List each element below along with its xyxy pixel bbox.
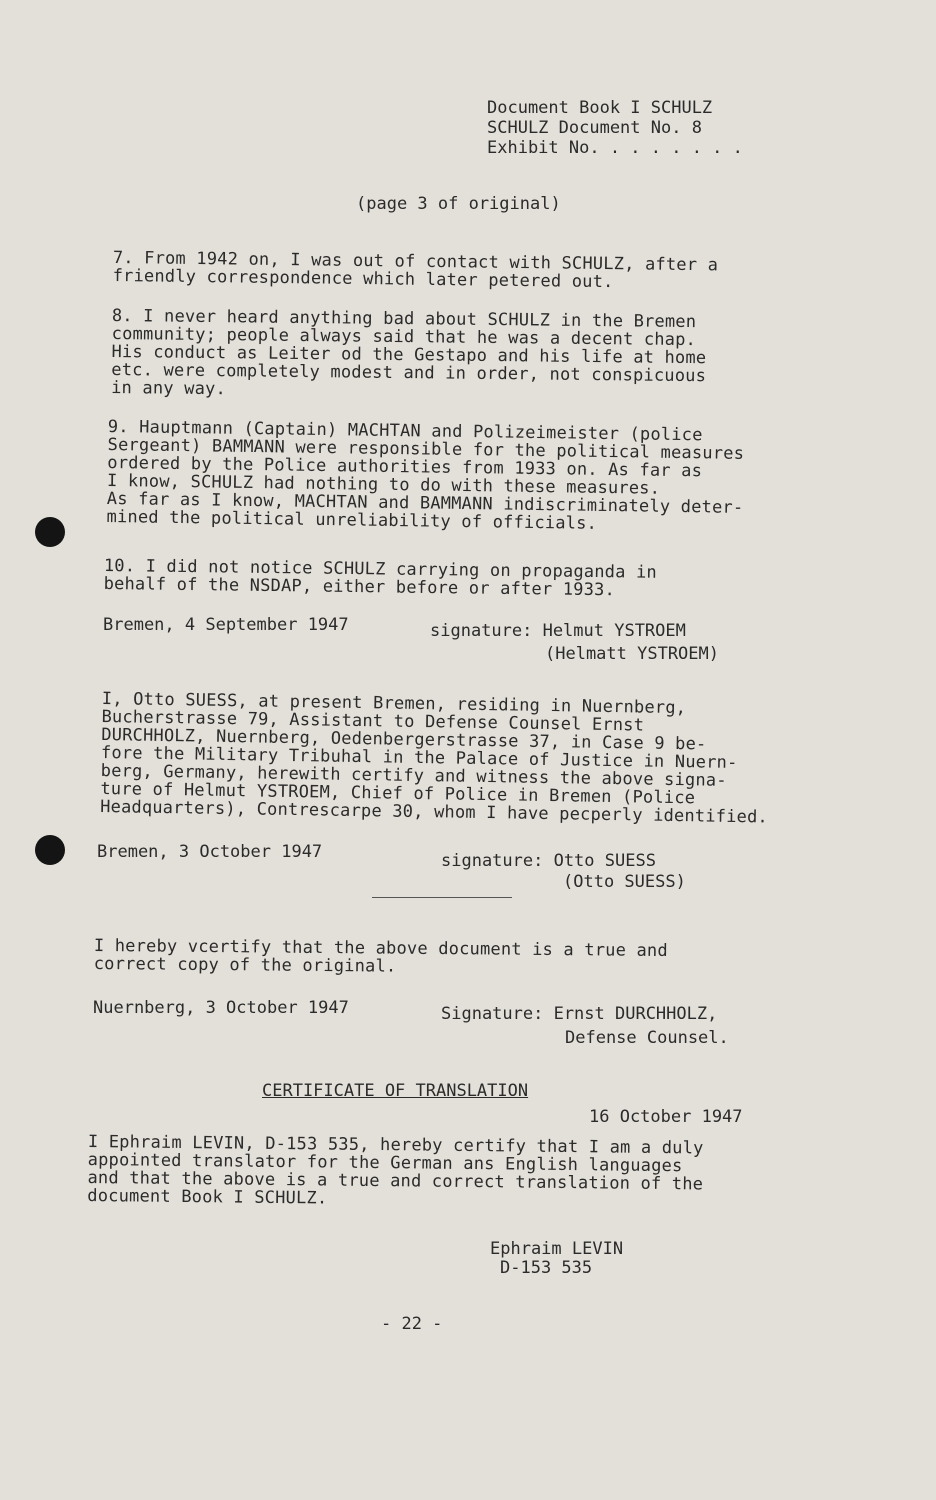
paragraph-8: 8. I never heard anything bad about SCHULZ in the Bremen community; people always said that he was a decent chap. His conduct as Leiter od the Gestapo and his life at home etc. were completely modest and in order, not conspicuous in any way. — [111, 306, 707, 400]
page-of-original-note: (page 3 of original) — [356, 194, 561, 214]
translation-date: 16 October 1947 — [589, 1107, 743, 1127]
certification-role: Defense Counsel. — [565, 1028, 729, 1048]
punch-hole-lower — [35, 835, 65, 865]
paragraph-9: 9. Hauptmann (Captain) MACHTAN and Polizeimeister (police Sergeant) BAMMANN were responsible for the political measures ordered by the Police authorities from 1933 on. As far as I know, SCHULZ had nothing to do with these measures. As far as I know, MACHTAN and BAMMANN indiscriminately deter- mined the political unreliability of officials. — [106, 417, 745, 534]
copy-certification: I hereby vcertify that the above document is a true and correct copy of the original. — [93, 936, 668, 977]
certification-place-date: Nuernberg, 3 October 1947 — [93, 998, 349, 1018]
declarant-name: (Helmatt YSTROEM) — [545, 644, 719, 664]
translator-name: Ephraim LEVIN — [490, 1239, 624, 1259]
header-document-number: SCHULZ Document No. 8 — [487, 118, 702, 138]
separator-line — [372, 897, 512, 898]
certification-signature: Signature: Ernst DURCHHOLZ, — [441, 1004, 718, 1024]
paragraph-10: 10. I did not notice SCHULZ carrying on propaganda in behalf of the NSDAP, either before or after 1933. — [103, 556, 658, 601]
witness-certification: I, Otto SUESS, at present Bremen, residing in Nuernberg, Bucherstrasse 79, Assistant to Defense Counsel Ernst DURCHHOLZ, Nuernberg, Oedenbergerstrasse 37, in Case 9 be- fore the Military Tribuhal in the Palace of Justice in Nuern- berg, Germany, herewith certify and witness the above signa- ture of Helmut YSTROEM, Chief of Police in Bremen (Police Headquarters), Contrescarpe 30, whom I have pecperly identified. — [100, 689, 769, 828]
witness-signature: signature: Otto SUESS — [441, 851, 656, 871]
witness-place-date: Bremen, 3 October 1947 — [97, 842, 323, 862]
paragraph-7: 7. From 1942 on, I was out of contact with SCHULZ, after a friendly correspondence which later petered out. — [112, 248, 719, 293]
header-document-book: Document Book I SCHULZ — [487, 98, 713, 118]
translation-certification: I Ephraim LEVIN, D-153 535, hereby certify that I am a duly appointed translator for the German ans English languages and that the above is a true and correct translation of the document Book I SCHULZ. — [87, 1132, 704, 1209]
declarant-signature: signature: Helmut YSTROEM — [430, 621, 686, 641]
declarant-place-date: Bremen, 4 September 1947 — [103, 615, 349, 635]
header-exhibit-number: Exhibit No. . . . . . . . — [487, 138, 743, 158]
page-number: - 22 - — [381, 1314, 443, 1334]
translation-heading: CERTIFICATE OF TRANSLATION — [262, 1081, 529, 1101]
punch-hole-upper — [35, 517, 65, 547]
witness-name: (Otto SUESS) — [563, 872, 686, 892]
translator-id: D-153 535 — [500, 1258, 593, 1278]
